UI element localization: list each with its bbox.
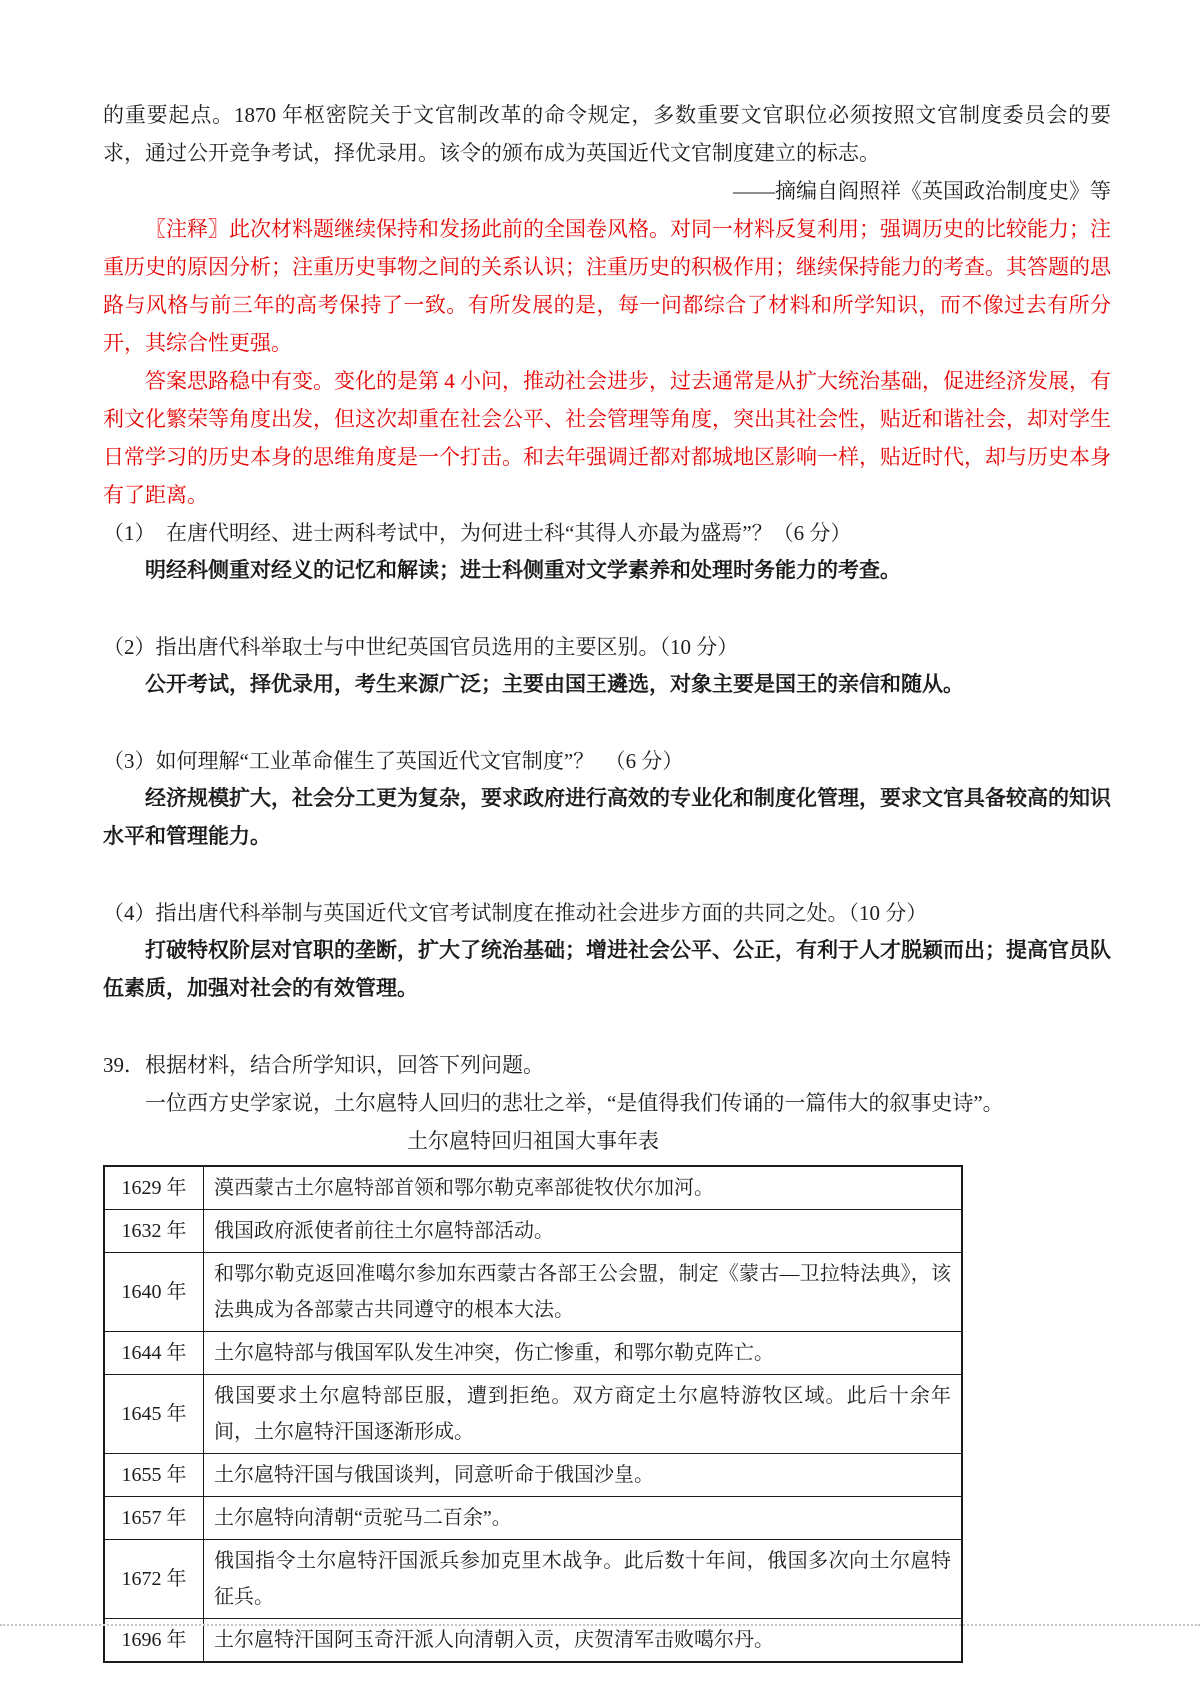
timeline-year: 1640 年 — [104, 1253, 204, 1332]
question-39-intro: 一位西方史学家说，土尔扈特人回归的悲壮之举，“是值得我们传诵的一篇伟大的叙事史诗”。 — [145, 1091, 1004, 1115]
timeline-row — [104, 1454, 962, 1497]
timeline-event: 漠西蒙古土尔扈特部首领和鄂尔勒克率部徙牧伏尔加河。 — [204, 1166, 963, 1210]
question-text-1: （1） 在唐代明经、进士两科考试中，为何进士科“其得人亦最为盛焉”？（6 分） — [103, 521, 852, 545]
qa-block-1 — [103, 514, 1111, 590]
lead-paragraph: 的重要起点。1870 年枢密院关于文官制改革的命令规定，多数重要文官职位必须按照文官制度委员会的要求，通过公开竞争考试，择优录用。该令的颁布成为英国近代文官制度建立的标志。 — [103, 103, 1111, 165]
annotation-note-1: 〖注释〗此次材料题继续保持和发扬此前的全国卷风格。对同一材料反复利用；强调历史的比较能力；注重历史的原因分析；注重历史事物之间的关系认识；注重历史的积极作用；继续保持能力的考查。其答题的思路与风格与前三年的高考保持了一致。有所发展的是，每一问都综合了材料和所学知识，而不像过去有所分开，其综合性更强。 — [103, 217, 1111, 355]
timeline-table-title: 土尔扈特回归祖国大事年表 — [407, 1129, 659, 1153]
answer-text-1: 明经科侧重对经义的记忆和解读；进士科侧重对文学素养和处理时务能力的考查。 — [145, 559, 901, 582]
timeline-row — [104, 1375, 962, 1454]
timeline-row — [104, 1332, 962, 1375]
qa-block-2 — [103, 628, 1111, 704]
timeline-year: 1645 年 — [104, 1375, 204, 1454]
timeline-event: 和鄂尔勒克返回准噶尔参加东西蒙古各部王公会盟，制定《蒙古—卫拉特法典》，该法典成为各部蒙古共同遵守的根本大法。 — [204, 1253, 963, 1332]
answer-text-2: 公开考试，择优录用，考生来源广泛；主要由国王遴选，对象主要是国王的亲信和随从。 — [145, 673, 964, 696]
timeline-event: 土尔扈特部与俄国军队发生冲突，伤亡惨重，和鄂尔勒克阵亡。 — [204, 1332, 963, 1375]
timeline-event: 俄国指令土尔扈特汗国派兵参加克里木战争。此后数十年间，俄国多次向土尔扈特征兵。 — [204, 1540, 963, 1619]
question-text-4: （4）指出唐代科举制与英国近代文官考试制度在推动社会进步方面的共同之处。（10 分） — [103, 901, 928, 925]
document-content — [103, 96, 1111, 1663]
timeline-year: 1657 年 — [104, 1497, 204, 1540]
timeline-year: 1629 年 — [104, 1166, 204, 1210]
timeline-year: 1655 年 — [104, 1454, 204, 1497]
timeline-table — [103, 1165, 963, 1663]
timeline-table-body — [104, 1166, 962, 1662]
annotation-note-2: 答案思路稳中有变。变化的是第 4 小问，推动社会进步，过去通常是从扩大统治基础，促进经济发展，有利文化繁荣等角度出发，但这次却重在社会公平、社会管理等角度，突出其社会性，贴近和谐社会，却对学生日常学习的历史本身的思维角度是一个打击。和去年强调迁都对都城地区影响一样，贴近时代，却与历史本身有了距离。 — [103, 369, 1111, 507]
timeline-year: 1644 年 — [104, 1332, 204, 1375]
question-39-section — [103, 1046, 1111, 1663]
qa-block-3 — [103, 742, 1111, 856]
annotation-notes — [103, 210, 1111, 514]
timeline-event: 土尔扈特汗国与俄国谈判，同意听命于俄国沙皇。 — [204, 1454, 963, 1497]
timeline-year: 1632 年 — [104, 1210, 204, 1253]
page-break-dotted-line — [0, 1624, 1200, 1626]
timeline-row — [104, 1166, 962, 1210]
timeline-event: 土尔扈特汗国阿玉奇汗派人向清朝入贡，庆贺清军击败噶尔丹。 — [204, 1619, 963, 1663]
timeline-event: 土尔扈特向清朝“贡驼马二百余”。 — [204, 1497, 963, 1540]
timeline-row — [104, 1540, 962, 1619]
timeline-row — [104, 1253, 962, 1332]
question-39-heading: 39．根据材料，结合所学知识，回答下列问题。 — [103, 1053, 544, 1077]
timeline-event: 俄国政府派使者前往土尔扈特部活动。 — [204, 1210, 963, 1253]
answer-text-4: 打破特权阶层对官职的垄断，扩大了统治基础；增进社会公平、公正，有利于人才脱颖而出；提高官员队伍素质，加强对社会的有效管理。 — [103, 939, 1111, 1000]
timeline-row — [104, 1210, 962, 1253]
question-text-2: （2）指出唐代科举取士与中世纪英国官员选用的主要区别。（10 分） — [103, 635, 739, 659]
questions-list — [103, 514, 1111, 1008]
timeline-row — [104, 1497, 962, 1540]
timeline-event: 俄国要求土尔扈特部臣服，遭到拒绝。双方商定土尔扈特游牧区域。此后十余年间，土尔扈特汗国逐渐形成。 — [204, 1375, 963, 1454]
question-text-3: （3）如何理解“工业革命催生了英国近代文官制度”？ （6 分） — [103, 749, 684, 773]
source-attribution: ——摘编自阎照祥《英国政治制度史》等 — [733, 179, 1111, 203]
qa-block-4 — [103, 894, 1111, 1008]
timeline-year: 1696 年 — [104, 1619, 204, 1663]
answer-text-3: 经济规模扩大，社会分工更为复杂，要求政府进行高效的专业化和制度化管理，要求文官具备较高的知识水平和管理能力。 — [103, 787, 1111, 848]
timeline-year: 1672 年 — [104, 1540, 204, 1619]
